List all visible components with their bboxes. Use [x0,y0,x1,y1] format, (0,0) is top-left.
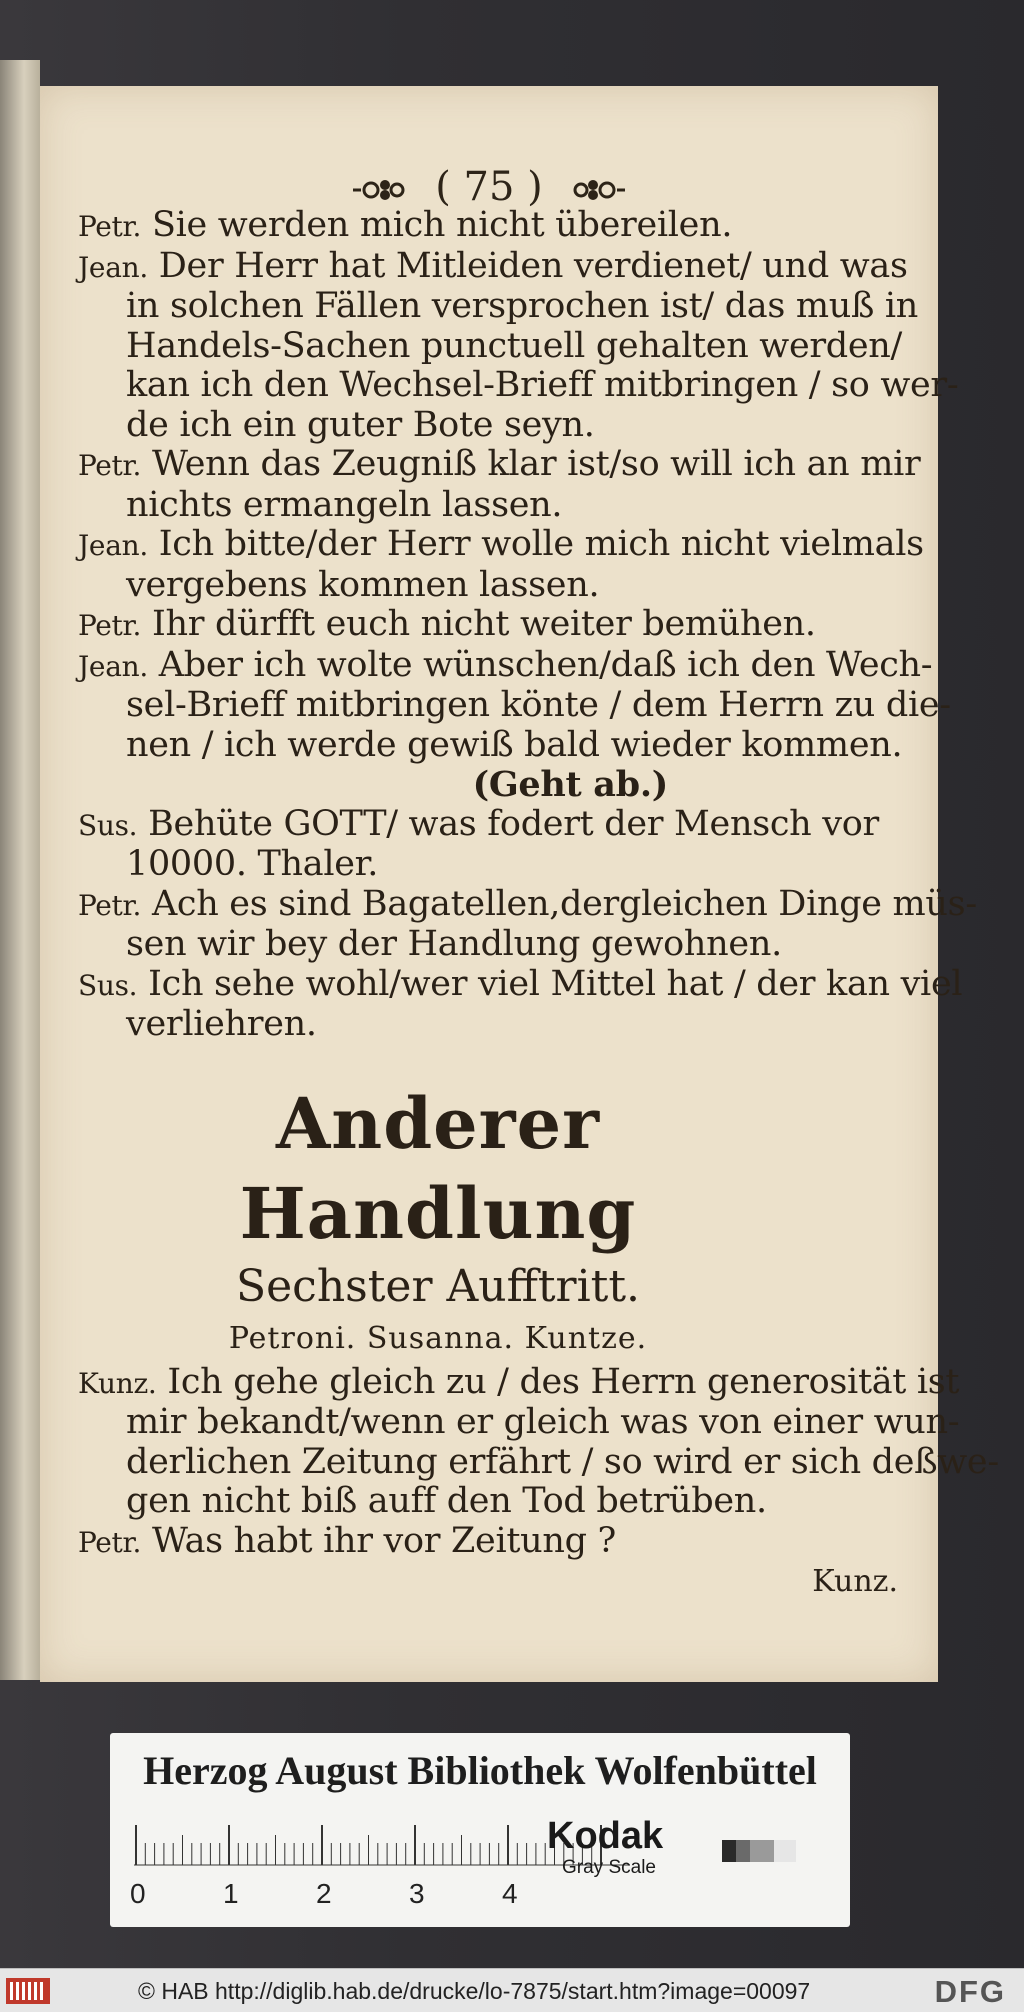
line-text: derlichen Zeitung erfährt / so wird er sich deßwe- [126,1441,999,1482]
line-text: Was habt ihr vor Zeitung ? [151,1520,617,1561]
page-number: ( 75 ) [435,164,543,210]
text-line [78,883,977,926]
text-line [78,325,903,367]
gray-scale-label: Gray Scale [562,1857,656,1878]
text-line [78,1482,898,1522]
ruler-label: 3 [409,1878,425,1909]
line-text: Aber ich wolte wünschen/daß ich den Wech- [158,644,933,685]
line-text: mir bekandt/wenn er gleich was von einer wun- [126,1402,960,1442]
act-title: Anderer Handlung [239,1081,637,1255]
text-line [78,644,933,687]
reference-card [110,1733,850,1927]
speaker-label: Jean. [78,649,148,683]
library-title: Herzog August Bibliothek Wolfenbüttel [143,1748,817,1793]
text-line [78,845,898,885]
line-text: sen wir bey der Handlung gewohnen. [126,924,782,964]
line-text: Ich sehe wohl/wer viel Mittel hat / der kan viel [148,963,963,1004]
line-text: Ach es sind Bagatellen,dergleichen Dinge müs- [151,883,977,924]
text-line [78,566,898,606]
line-text: Sie werden mich nicht übereilen. [151,205,733,245]
text-line [78,206,898,247]
speaker-label: Petr. [78,1525,142,1559]
line-text: Der Herr hat Mitleiden verdienet/ und was [158,245,908,286]
line-text: Handels-Sachen punctuell gehalten werden/ [126,325,903,366]
text-line [78,685,951,726]
text-line [78,444,921,486]
line-text: kan ich den Wechsel-Brieff mitbringen / so wer- [126,365,959,405]
line-text: Ich bitte/der Herr wolle mich nicht vielmals [158,524,924,564]
text-block [78,205,999,1602]
text-line [78,925,898,965]
speaker-label: Jean. [78,250,148,284]
text-line [78,605,898,646]
text-line [78,286,919,327]
speaker-label: Sus. [78,808,138,842]
line-text: nen / ich werde gewiß bald wieder kommen. [126,724,903,765]
previous-page-edge [0,60,40,1680]
footer-bar [0,1968,1024,2012]
dialogue-block [78,205,977,1045]
line-text: nichts ermangeln lassen. [126,484,563,525]
text-line [78,486,898,526]
text-line [78,1361,960,1404]
line-text: gen nicht biß auff den Tod betrüben. [126,1481,767,1521]
gray-scale-swatch [722,1836,808,1866]
scene-title: Sechster Aufftritt. [236,1260,640,1312]
text-line [78,963,963,1006]
speaker-label: Petr. [78,609,142,642]
ornament-right-icon [571,177,627,203]
line-text: Wenn das Zeugniß klar ist/so will ich an mir [151,444,921,484]
line-text: (Geht ab.) [472,764,668,805]
ruler-label: 4 [502,1878,518,1909]
text-line [78,724,903,766]
ornament-left-icon [351,177,407,203]
speaker-label: Kunz. [78,1366,157,1400]
text-line [78,805,898,846]
text-line [78,1005,898,1045]
text-line [78,406,898,446]
speaker-label: Petr. [78,888,142,922]
speaker-label: Petr. [78,210,142,243]
ruler-label: 0 [130,1878,146,1909]
line-text: in solchen Fällen versprochen ist/ das muß in [126,286,919,326]
text-line [78,1441,999,1483]
text-line [78,245,908,288]
text-line [78,1402,960,1443]
text-line [78,765,898,805]
book-page [40,86,999,1682]
speaker-label: Petr. [78,449,142,482]
ruler-label: 1 [223,1878,239,1909]
text-line [78,524,924,566]
line-text: de ich ein guter Bote seyn. [126,404,595,445]
speaker-label: Jean. [78,529,148,562]
source-url[interactable]: © HAB http://diglib.hab.de/drucke/lo-7875/start.htm?image=00097 [138,1978,811,2004]
line-text: 10000. Thaler. [126,844,379,884]
line-text: Ihr dürfft euch nicht weiter bemühen. [151,604,816,644]
line-text: Behüte GOTT/ was fodert der Mensch vor [148,803,879,844]
text-line [78,1522,898,1563]
ruler-label: 2 [316,1878,332,1909]
persons-list: Petroni. Susanna. Kuntze. [228,1320,648,1356]
dfg-logo: DFG [934,1974,1006,2009]
line-text: vergebens kommen lassen. [126,564,600,605]
line-text: Ich gehe gleich zu / des Herrn generosität ist [167,1361,960,1402]
page-header [40,164,938,210]
line-text: verliehren. [126,1004,317,1044]
text-line [78,365,959,406]
speaker-label: Sus. [78,968,138,1002]
dialogue-block-2 [78,1361,999,1563]
line-text: sel-Brieff mitbringen könte / dem Herrn zu die- [126,685,951,725]
hab-logo-icon [6,1978,50,2004]
catchword: Kunz. [812,1564,898,1599]
kodak-brand: Kodak [547,1815,664,1857]
